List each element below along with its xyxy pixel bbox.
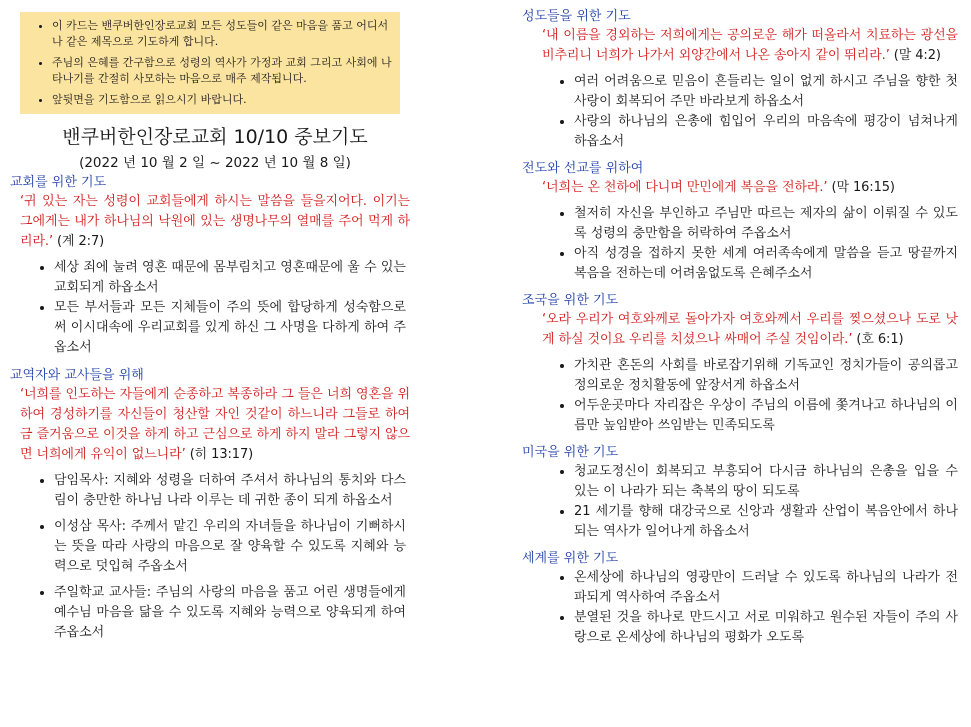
section-verse bbox=[522, 26, 958, 66]
verse-reference: (계 2:7) bbox=[57, 234, 105, 249]
section-saints bbox=[522, 8, 958, 152]
verse-text: ‘너희는 온 천하에 다니며 만민에게 복음을 전하라.’ bbox=[542, 180, 828, 195]
prayer-item: • 사랑의 하나님의 은총에 힘입어 우리의 마음속에 평강이 넘쳐나게 하옵소서 bbox=[574, 112, 958, 152]
verse-text: ‘너희를 인도하는 자들에게 순종하고 복종하라 그 들은 너희 영혼을 위하여 경성하기를 자신들이 청산할 자인 것같이 하느니라 그들로 하여금 즐거움으로 이것을 하게 하고 근심으로 하게 하지 말라 그렇지 않으면 너희에게 유익이 없느니라’ bbox=[20, 387, 410, 462]
prayer-list bbox=[522, 72, 958, 152]
prayer-list bbox=[522, 356, 958, 436]
prayer-list bbox=[522, 204, 958, 284]
prayer-item: • 모든 부서들과 모든 지체들이 주의 뜻에 합당하게 성숙함으로써 이시대속에 우리교회를 있게 하신 그 사명을 다하게 하여 주옵소서 bbox=[54, 298, 406, 358]
notice-item: • 앞뒷면을 기도함으로 읽으시기 바랍니다. bbox=[52, 92, 392, 108]
date-range: (2022 년 10 월 2 일 ~ 2022 년 10 월 8 일) bbox=[79, 155, 351, 171]
section-heading: 전도와 선교를 위하여 bbox=[522, 161, 644, 176]
prayer-item: • 21 세기를 향해 대강국으로 신앙과 생활과 산업이 복음안에서 하나되는 역사가 일어나게 하옵소서 bbox=[574, 502, 958, 542]
left-column bbox=[10, 0, 410, 643]
section-heading: 성도들을 위한 기도 bbox=[522, 9, 631, 24]
prayer-item: • 철저히 자신을 부인하고 주님만 따르는 제자의 삶이 이뤄질 수 있도록 성령의 충만함을 허락하여 주옵소서 bbox=[574, 204, 958, 244]
prayer-list bbox=[522, 568, 958, 648]
section-verse bbox=[10, 192, 410, 252]
section-verse bbox=[10, 385, 410, 465]
verse-reference: (호 6:1) bbox=[856, 332, 904, 347]
section-heading: 세계를 위한 기도 bbox=[522, 551, 619, 566]
section-heading: 조국을 위한 기도 bbox=[522, 293, 619, 308]
verse-reference: (막 16:15) bbox=[831, 180, 895, 195]
verse-text: ‘오라 우리가 여호와께로 돌아가자 여호와께서 우리를 찢으셨으나 도로 낫게 하실 것이요 우리를 치셨으나 싸매어 주실 것임이라.’ bbox=[542, 312, 958, 347]
prayer-list bbox=[10, 258, 406, 358]
right-column bbox=[522, 8, 958, 648]
notice-list bbox=[28, 18, 392, 108]
section-verse bbox=[522, 178, 958, 198]
section-church bbox=[10, 174, 410, 358]
section-verse bbox=[522, 310, 958, 350]
prayer-item: • 분열된 것을 하나로 만드시고 서로 미워하고 원수된 자들이 주의 사랑으로 온세상에 하나님의 평화가 오도록 bbox=[574, 608, 958, 648]
notice-item: • 주님의 은혜를 간구함으로 성령의 역사가 가정과 교회 그리고 사회에 나타나기를 간절히 사모하는 마음으로 매주 제작됩니다. bbox=[52, 55, 392, 87]
section-pastors bbox=[10, 367, 410, 643]
prayer-item: • 여러 어려움으로 믿음이 흔들리는 일이 없게 하시고 주님을 향한 첫사랑이 회복되어 주만 바라보게 하옵소서 bbox=[574, 72, 958, 112]
section-usa bbox=[522, 444, 958, 542]
prayer-list bbox=[10, 471, 406, 643]
section-heading: 교역자와 교사들을 위해 bbox=[10, 368, 144, 383]
notice-item: • 이 카드는 밴쿠버한인장로교회 모든 성도들이 같은 마음을 품고 어디서나 같은 제목으로 기도하게 합니다. bbox=[52, 18, 392, 50]
prayer-item: • 이성삼 목사: 주께서 맡긴 우리의 자녀들을 하나님이 기뻐하시는 뜻을 따라 사랑의 마음으로 잘 양육할 수 있도록 지혜와 능력으로 덧입혀 주옵소서 bbox=[54, 517, 406, 577]
prayer-item: • 청교도정신이 회복되고 부흥되어 다시금 하나님의 은총을 입을 수 있는 이 나라가 되는 축복의 땅이 되도록 bbox=[574, 462, 958, 502]
section-heading: 미국을 위한 기도 bbox=[522, 445, 619, 460]
prayer-list bbox=[522, 462, 958, 542]
prayer-item: • 온세상에 하나님의 영광만이 드러날 수 있도록 하나님의 나라가 전파되게 역사하여 주옵소서 bbox=[574, 568, 958, 608]
prayer-item: • 가치관 혼돈의 사회를 바로잡기위해 기독교인 정치가들이 공의롭고 정의로운 정치활동에 앞장서게 하옵소서 bbox=[574, 356, 958, 396]
section-evangelism bbox=[522, 160, 958, 284]
section-world bbox=[522, 550, 958, 648]
verse-text: ‘귀 있는 자는 성령이 교회들에게 하시는 말씀을 들을지어다. 이기는 그에게는 내가 하나님의 낙원에 있는 생명나무의 열매를 주어 먹게 하리라.’ bbox=[20, 194, 410, 249]
prayer-item: • 세상 죄에 눌려 영혼 때문에 몸부림치고 영혼때문에 울 수 있는 교회되게 하옵소서 bbox=[54, 258, 406, 298]
prayer-item: • 주일학교 교사들: 주님의 사랑의 마음을 품고 어린 생명들에게 예수님 마음을 닮을 수 있도록 지혜와 능력으로 양육되게 하여 주옵소서 bbox=[54, 583, 406, 643]
section-homeland bbox=[522, 292, 958, 436]
verse-text: ‘내 이름을 경외하는 저희에게는 공의로운 해가 떠올라서 치료하는 광선을 비추리니 너희가 나가서 외양간에서 나온 송아지 같이 뛰리라.’ bbox=[542, 28, 958, 63]
prayer-item: • 어두운곳마다 자리잡은 우상이 주님의 이름에 쫓겨나고 하나님의 이름만 높임받아 쓰임받는 민족되도록 bbox=[574, 396, 958, 436]
prayer-item: • 아직 성경을 접하지 못한 세계 여러족속에게 말씀을 듣고 땅끝까지 복음을 전하는데 어려움없도록 은혜주소서 bbox=[574, 244, 958, 284]
prayer-item: • 담임목사: 지혜와 성령을 더하여 주셔서 하나님의 통치와 다스림이 충만한 하나님 나라 이루는 데 귀한 종이 되게 하옵소서 bbox=[54, 471, 406, 511]
page-title: 밴쿠버한인장로교회 10/10 중보기도 bbox=[62, 126, 368, 148]
verse-reference: (말 4:2) bbox=[893, 48, 941, 63]
section-heading: 교회를 위한 기도 bbox=[10, 175, 107, 190]
notice-box bbox=[20, 12, 400, 114]
verse-reference: (히 13:17) bbox=[189, 447, 254, 462]
